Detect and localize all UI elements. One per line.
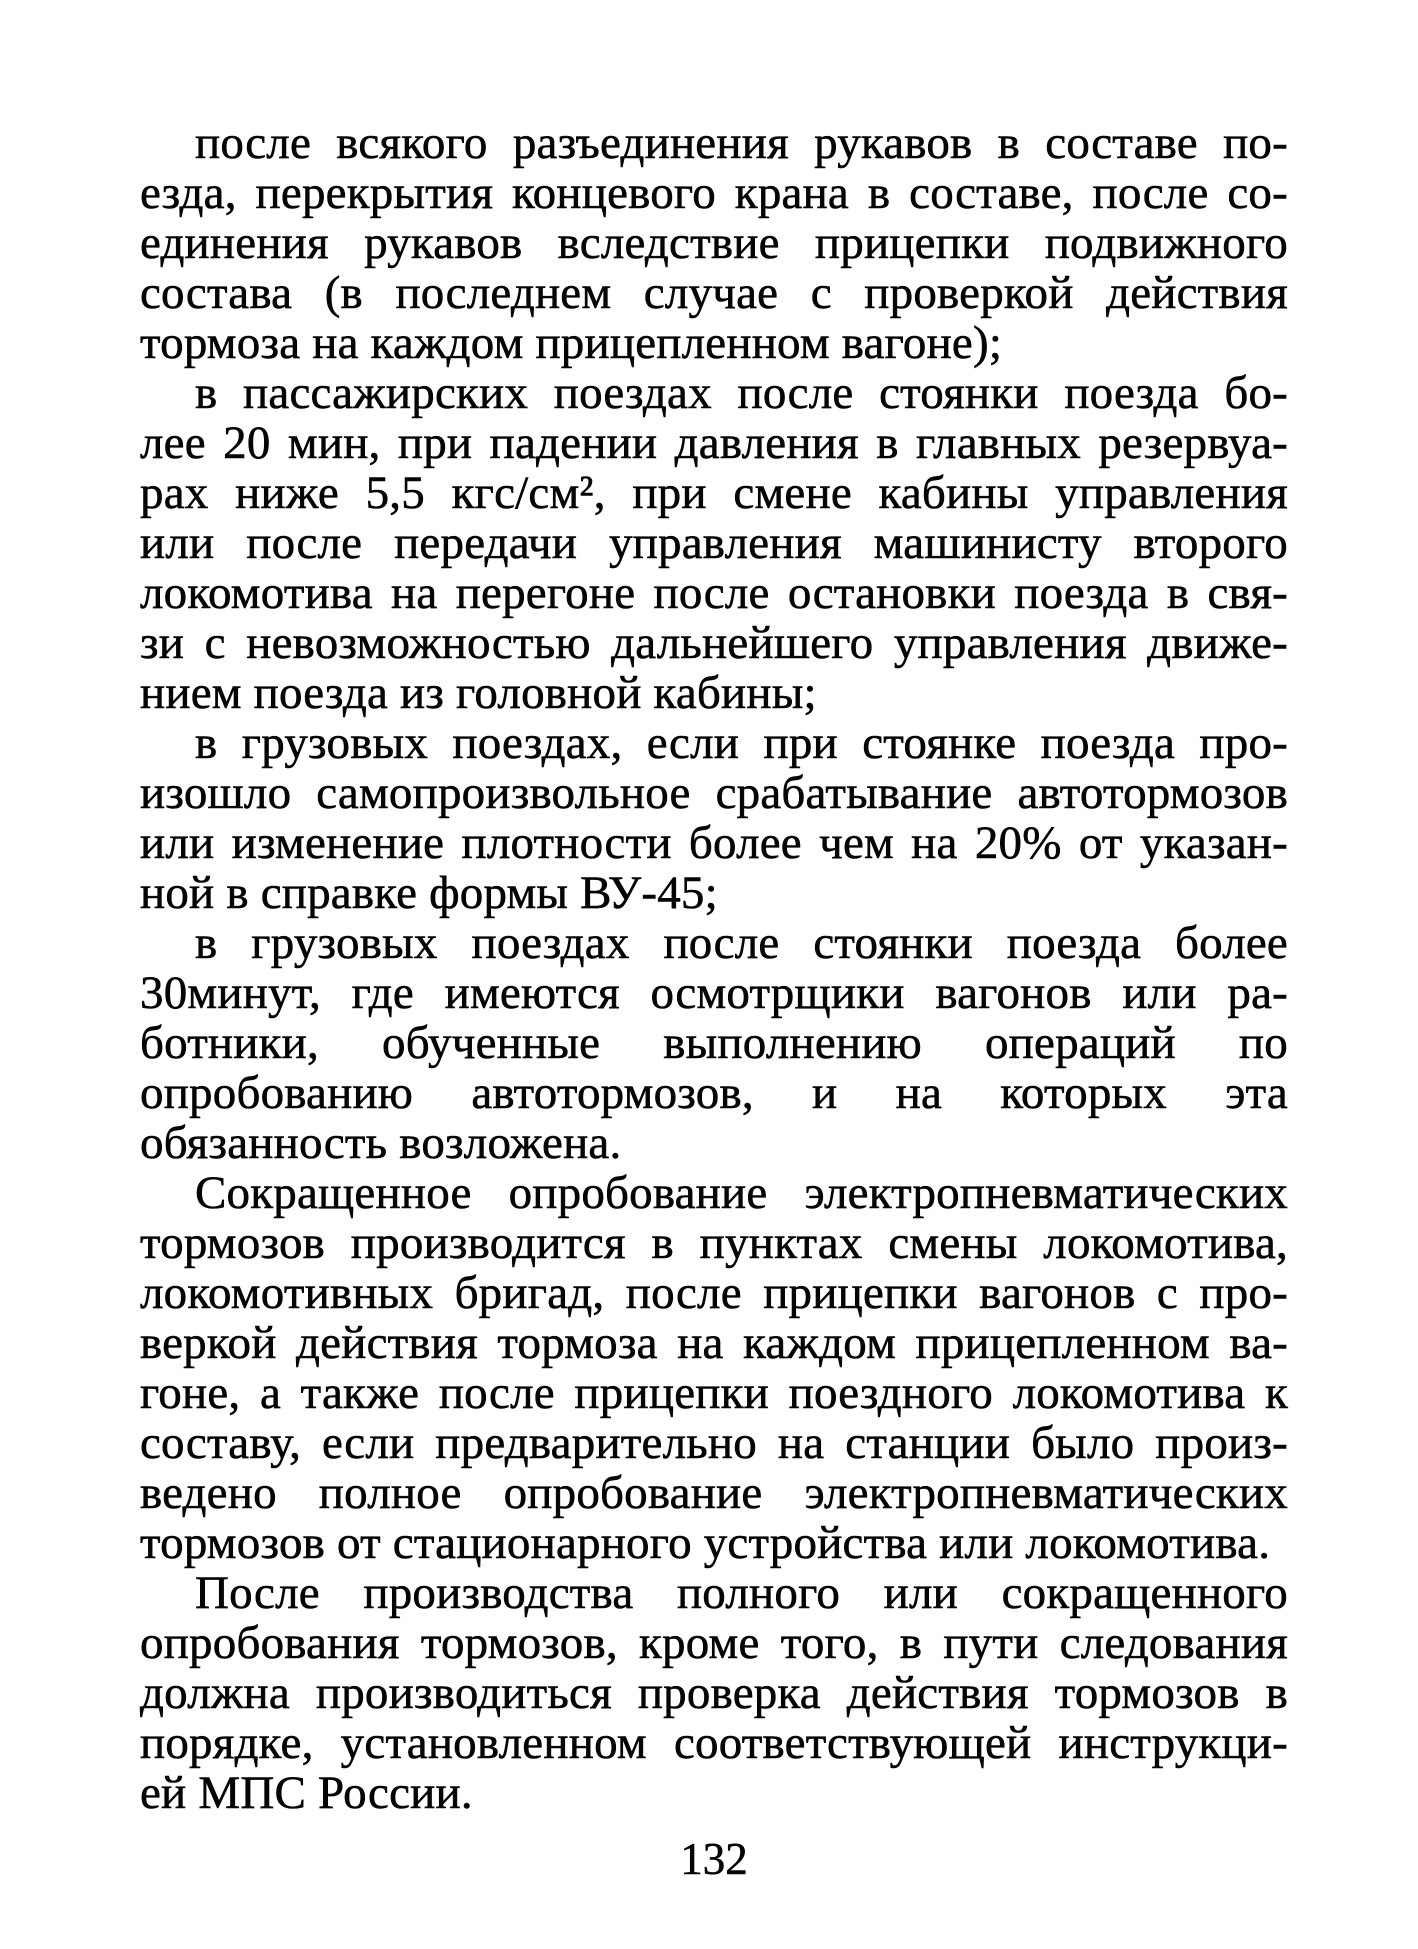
- text-line: Сокращенное опробование электропневматических: [195, 1167, 1288, 1219]
- text-line: или после передачи управления машинисту второго: [140, 517, 1288, 569]
- paragraph: [140, 718, 1288, 918]
- text-line: тормоза на каждом прицепленном вагоне);: [140, 317, 1003, 369]
- text-line: составу, если предварительно на станции было произ-: [140, 1417, 1288, 1469]
- text-line: ведено полное опробование электропневматических: [140, 1467, 1288, 1519]
- text-line: ной в справке формы ВУ-45;: [140, 867, 718, 919]
- text-line: или изменение плотности более чем на 20% от указан-: [140, 817, 1288, 869]
- text-line: 30минут, где имеются осмотрщики вагонов или ра-: [140, 967, 1288, 1019]
- text-line: изошло самопроизвольное срабатывание автотормозов: [140, 767, 1288, 819]
- text-line: единения рукавов вследствие прицепки подвижного: [140, 217, 1288, 269]
- paragraph: [140, 368, 1288, 718]
- text-line: локомотива на перегоне после остановки поезда в свя-: [140, 567, 1288, 619]
- text-line: тормозов производится в пунктах смены локомотива,: [140, 1217, 1288, 1269]
- text-line: гоне, а также после прицепки поездного локомотива к: [140, 1367, 1288, 1419]
- paragraph: [140, 1568, 1288, 1818]
- paragraph: [140, 1168, 1288, 1568]
- text-line: рах ниже 5,5 кгс/см², при смене кабины управления: [140, 467, 1288, 519]
- text-line: опробования тормозов, кроме того, в пути следования: [140, 1617, 1288, 1669]
- text-line: состава (в последнем случае с проверкой действия: [140, 267, 1288, 319]
- text-line: в грузовых поездах, если при стоянке поезда про-: [195, 717, 1288, 769]
- text-line: езда, перекрытия концевого крана в составе, после со-: [140, 167, 1288, 219]
- text-line: должна производиться проверка действия тормозов в: [140, 1667, 1288, 1719]
- text-line: веркой действия тормоза на каждом прицепленном ва-: [140, 1317, 1288, 1369]
- paragraph: [140, 918, 1288, 1168]
- text-line: после всякого разъединения рукавов в составе по-: [195, 117, 1288, 169]
- text-line: обязанность возложена.: [140, 1117, 622, 1169]
- text-line: порядке, установленном соответствующей инструкци-: [140, 1717, 1288, 1769]
- paragraph: [140, 118, 1288, 368]
- text-line: ей МПС России.: [140, 1767, 473, 1819]
- text-line: опробованию автотормозов, и на которых эта: [140, 1067, 1288, 1119]
- text-line: локомотивных бригад, после прицепки вагонов с про-: [140, 1267, 1288, 1319]
- text-line: зи с невозможностью дальнейшего управления движе-: [140, 617, 1288, 669]
- text-line: тормозов от стационарного устройства или локомотива.: [140, 1517, 1271, 1569]
- text-line: ботники, обученные выполнению операций по: [140, 1017, 1288, 1069]
- body-text: [140, 118, 1288, 1818]
- text-line: в грузовых поездах после стоянки поезда более: [195, 917, 1288, 969]
- page-number: 132: [680, 1834, 748, 1884]
- text-line: После производства полного или сокращенного: [195, 1567, 1288, 1619]
- text-line: в пассажирских поездах после стоянки поезда бо-: [195, 367, 1288, 419]
- text-line: нием поезда из головной кабины;: [140, 667, 817, 719]
- text-line: лее 20 мин, при падении давления в главных резервуа-: [140, 417, 1288, 469]
